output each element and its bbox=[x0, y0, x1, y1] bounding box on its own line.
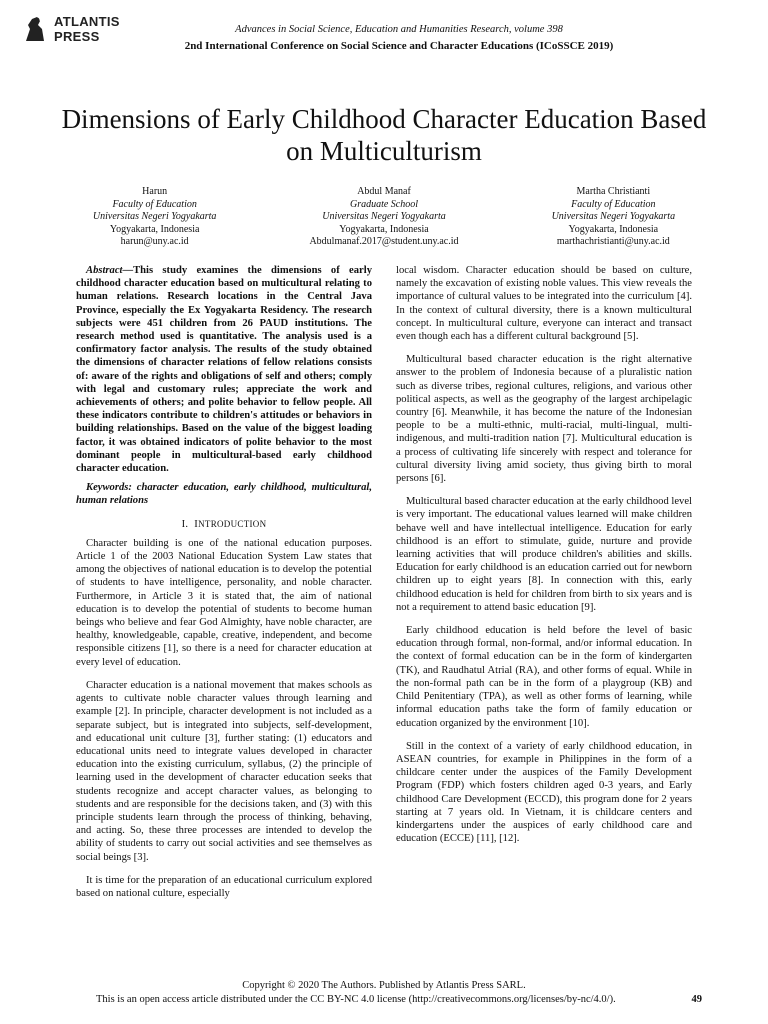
section-title-rest: NTRODUCTION bbox=[198, 518, 267, 529]
author-email[interactable]: marthachristianti@uny.ac.id bbox=[556, 236, 670, 248]
author-affiliation: Faculty of Education bbox=[112, 198, 197, 210]
abstract bbox=[76, 264, 372, 475]
author-1 bbox=[40, 186, 269, 249]
conference-title: 2nd International Conference on Social Science and Character Educations (ICoSSCE 2019) bbox=[184, 40, 614, 52]
license-notice: This is an open access article distributed under the CC BY-NC 4.0 license (http://creativecommons.org/licenses/by-nc/4.0/). bbox=[96, 994, 616, 1005]
author-university: Universitas Negeri Yogyakarta bbox=[322, 211, 446, 223]
copyright-notice: Copyright © 2020 The Authors. Published by Atlantis Press SARL. bbox=[242, 980, 526, 991]
author-university: Universitas Negeri Yogyakarta bbox=[551, 211, 676, 223]
body-paragraph: Multicultural based character education at the early childhood level is very important. The educational values learned will make children behave well and have intellectual intelligence. Education for early childhood is an effort to stimulate, guide, nurture and provide learning activities that will produce children's abilities and skills. Education for early childhood is an education carried out for newborn children up to eight years [8]. In connection with this, early childhood education is held for children from birth to six years and is not a requirement to attend basic education [9]. bbox=[396, 496, 692, 613]
author-name: Abdul Manaf bbox=[357, 186, 411, 197]
body-paragraph: Still in the context of a variety of early childhood education, in ASEAN countries, for example in Philippines in the form of a childcare center under the auspices of the Family Development Program (FDP) which fosters children aged 0-3 years, and Early childhood Care Development (ECCD), this program done for 2 years starting at 7 years old. In Vietnam, it is childcare centers and kindergartens under the auspices of early childhood care and education (ECCE) [11], [12]. bbox=[396, 740, 692, 845]
author-location: Yogyakarta, Indonesia bbox=[109, 223, 200, 235]
body-paragraph: Character building is one of the national education purposes. Article 1 of the 2003 National Education System Law states that among the objectives of national education is to develop the potential of students to have intelligence, personality, and noble character. Furthermore, in Article 3 it is stated that, the aim of national education is to develop the potential of students to become human beings who believe and fear God Almighty, have noble character, are healthy, knowledgeable, capable, creative, independent, and become responsible citizens [1], so there is a need for character education at every level of education. bbox=[76, 537, 372, 668]
paper-title: Dimensions of Early Childhood Character Education Based on Multiculturism bbox=[61, 104, 707, 166]
section-heading-introduction bbox=[76, 518, 372, 531]
body-paragraph: Multicultural based character education is the right alternative answer to the problem of Indonesia because of a pluralistic nation such as diverse tribes, regional cultures, religions, and various other political aspects, as well as the geography of the largest archipelagic country [6]. Meanwhile, it has become the nature of the Indonesian people to be a multi-ethnic, multi-racial, multi-lingual, multi-indigenous, and multi-tradition nation [7]. Multicultural education is a process of cultivating life sincerely with respect and tolerance for cultural diversity living amid society, thus giving birth to moral persons [6]. bbox=[396, 354, 692, 485]
author-block bbox=[40, 186, 728, 249]
logo-line-1: ATLANTIS bbox=[54, 14, 120, 29]
right-column bbox=[396, 264, 692, 855]
body-paragraph: local wisdom. Character education should be based on culture, namely the excavation of existing noble values. This view reveals the importance of cultural values to be integrated into the curriculum [4]. In the context of cultural diversity, there is a known multicultural concept. In multicultural culture, everyone can interact and transact even though each has a different cultural background [5]. bbox=[396, 265, 692, 343]
body-paragraph: Character education is a national movement that makes schools as agents to cultivate noble character values through learning and example [2]. In principle, character development is not included as a separate subject, but is integrated into subjects, self-development, and educational unit culture [3], further stating: (1) educators and educational units need to integrate values developed in character education into the existing curriculum, syllabus, (2) the principle of learning used in the development of character education seeks that students recognize and accept character values, as belonging to students and are responsible for the decisions taken, and (3) with this principle students learn through the process of thinking, behaving, and acting. So, these three processes are intended to develop the ability of students to carry out social activities and see themselves as social beings [3]. bbox=[76, 679, 372, 863]
keywords: Keywords: character education, early childhood, multicultural, human relations bbox=[76, 482, 372, 507]
left-column bbox=[76, 264, 372, 910]
author-email[interactable]: harun@uny.ac.id bbox=[120, 236, 189, 248]
author-affiliation: Faculty of Education bbox=[571, 198, 656, 210]
logo-line-2: PRESS bbox=[54, 29, 100, 44]
author-location: Yogyakarta, Indonesia bbox=[339, 223, 429, 235]
section-first-letter: I bbox=[194, 518, 199, 530]
abstract-label: Abstract bbox=[86, 265, 123, 276]
series-title: Advances in Social Science, Education and Humanities Research, volume 398 bbox=[235, 24, 563, 35]
author-name: Harun bbox=[142, 186, 168, 197]
author-affiliation: Graduate School bbox=[349, 198, 419, 210]
page-number: 49 bbox=[691, 994, 702, 1005]
section-numeral: I. bbox=[181, 518, 189, 530]
author-location: Yogyakarta, Indonesia bbox=[568, 223, 659, 235]
body-paragraph: Early childhood education is held before the level of basic education through formal, non-formal, and/or informal education. In the context of formal education can be in the form of kindergarten (TK), and Raudhatul Atrial (RA), and other forms of equal. While in the non-formal path can be in the form of a playgroup (KB) and Child Penitentiary (TPA), as well as other forms of learning, while informal education paths take the form of family education or education organized by the environment [10]. bbox=[396, 625, 692, 729]
author-email[interactable]: Abdulmanaf.2017@student.uny.ac.id bbox=[309, 236, 459, 248]
author-2 bbox=[269, 186, 498, 249]
body-paragraph: It is time for the preparation of an educational curriculum explored based on national culture, especially bbox=[76, 874, 372, 899]
abstract-text: —This study examines the dimensions of early childhood character education based on multicultural relating to human relations. Research locations in the Central Java Province, especially the Ex Yogyakarta Residency. The research subjects were 451 children from 26 PAUD institutions. The research method used is quantitative. The analysis used is a confirmatory factor analysis. The results of the study obtained the dimensions of character relations of fellow relations consists of: aware of the rights and obligations of self and others; comply with legal and customary rules; appreciate the work and achievements of others; and polite behavior to fellow people. All these indicators contribute to children's attitudes or behaviors in building relationships. Based on the value of the biggest loading factor, it was obtained indicators of polite behavior to the most dominant people in multicultural-based early childhood character education. bbox=[76, 265, 372, 475]
author-name: Martha Christianti bbox=[576, 186, 651, 197]
author-3 bbox=[499, 186, 728, 249]
author-university: Universitas Negeri Yogyakarta bbox=[92, 211, 217, 223]
